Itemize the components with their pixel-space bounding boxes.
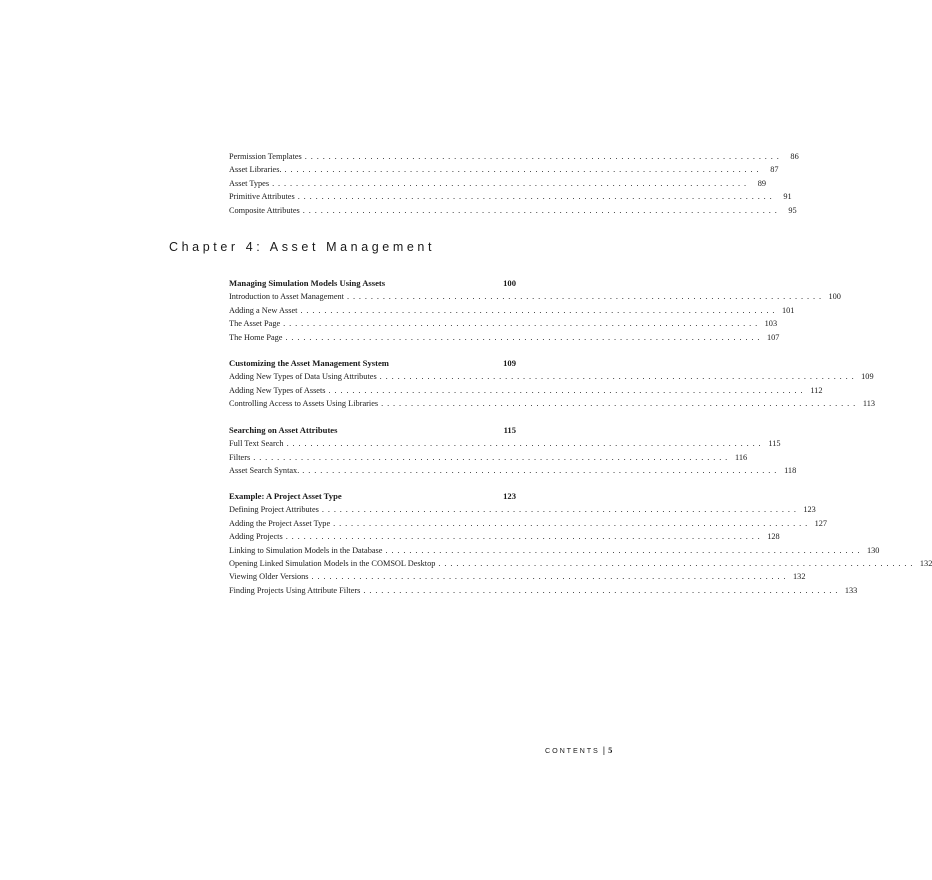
toc-entry[interactable] <box>229 437 781 450</box>
dot-leader: ................................................................................ <box>328 385 807 395</box>
section-heading-page: 109 <box>503 358 516 368</box>
toc-section <box>229 424 797 478</box>
toc-entry-title: The Home Page <box>229 332 283 342</box>
toc-entry-page: 133 <box>844 585 858 595</box>
toc-entry[interactable] <box>229 331 780 344</box>
dot-leader: ................................................................................ <box>297 192 776 202</box>
toc-entry-title: Primitive Attributes <box>229 192 295 202</box>
toc-section <box>229 357 876 411</box>
page-number: 5 <box>608 745 613 755</box>
toc-entry[interactable] <box>229 570 806 583</box>
dot-leader: ................................................................................ <box>253 452 732 462</box>
dot-leader: ................................................................................ <box>381 399 860 409</box>
toc-entry-page: 130 <box>866 545 880 555</box>
chapter-title: Chapter 4: Asset Management <box>169 240 436 254</box>
toc-entry[interactable] <box>229 150 799 163</box>
dot-leader: ................................................................................ <box>304 152 783 161</box>
toc-entry-title: Introduction to Asset Management <box>229 292 344 302</box>
toc-entry-page: 89 <box>757 178 766 188</box>
toc-entry-page: 112 <box>810 385 823 395</box>
toc-entry-title: The Asset Page <box>229 319 281 329</box>
toc-entry-page: 86 <box>790 152 799 161</box>
toc-entry-title: Composite Attributes <box>229 205 300 215</box>
toc-entry-page: 91 <box>783 192 792 202</box>
toc-entry-page: 87 <box>770 165 779 175</box>
dot-leader: ................................................................................ <box>302 205 781 215</box>
toc-entry-page: 103 <box>764 319 778 329</box>
toc-entry-title: Adding a New Asset <box>229 305 298 315</box>
dot-leader: ................................................................................ <box>321 505 800 515</box>
section-heading[interactable] <box>229 357 516 370</box>
toc-entry-title: Adding Projects <box>229 532 283 542</box>
toc-section <box>229 490 932 597</box>
toc-entry[interactable] <box>229 517 828 530</box>
section-heading-title: Customizing the Asset Management System <box>229 358 389 368</box>
toc-entry-title: Finding Projects Using Attribute Filters <box>229 585 361 595</box>
toc-entry-title: Opening Linked Simulation Models in the COMSOL Desktop <box>229 558 436 568</box>
section-heading-title: Managing Simulation Models Using Assets <box>229 278 386 288</box>
toc-entry-title: Defining Project Attributes <box>229 505 319 515</box>
toc-entry[interactable] <box>229 177 766 190</box>
dot-leader: ................................................................................ <box>300 305 779 315</box>
section-heading-page: 100 <box>503 278 516 288</box>
dot-leader: ................................................................................ <box>285 332 764 342</box>
dot-leader: ................................................................................ <box>302 466 781 476</box>
dot-leader: ................................................................................ <box>283 319 762 329</box>
section-heading[interactable] <box>229 424 516 437</box>
toc-entry[interactable] <box>229 544 880 557</box>
dot-leader: ................................................................................ <box>272 178 750 188</box>
toc-entry-title: Asset Search Syntax. <box>229 466 300 476</box>
section-heading-title: Example: A Project Asset Type <box>229 491 342 501</box>
footer-label: CONTENTS <box>545 745 600 755</box>
dot-leader: ................................................................................ <box>333 518 812 528</box>
toc-top-entries <box>229 150 799 217</box>
dot-leader: ................................................................................ <box>285 532 764 542</box>
section-heading-page: 123 <box>503 491 516 501</box>
toc-entry-page: 118 <box>784 466 797 476</box>
toc-entry-title: Asset Types <box>229 178 270 188</box>
dot-leader: ................................................................................ <box>311 572 790 582</box>
toc-entry-title: Asset Libraries. <box>229 165 282 175</box>
dot-leader: ................................................................................ <box>363 585 842 595</box>
toc-entry-title: Viewing Older Versions <box>229 572 309 582</box>
toc-entry-page: 113 <box>862 399 876 409</box>
toc-entry-title: Linking to Simulation Models in the Database <box>229 545 383 555</box>
dot-leader: ................................................................................ <box>385 545 864 555</box>
toc-entry[interactable] <box>229 290 841 303</box>
toc-entry[interactable] <box>229 557 932 570</box>
toc-entry[interactable] <box>229 451 748 464</box>
dot-leader: ................................................................................ <box>286 439 765 449</box>
toc-entry-page: 115 <box>768 439 781 449</box>
dot-leader: ................................................................................ <box>438 558 917 568</box>
toc-entry-title: Full Text Search <box>229 439 284 449</box>
toc-entry[interactable] <box>229 370 874 383</box>
toc-entry-page: 101 <box>781 305 795 315</box>
toc-entry[interactable] <box>229 464 797 477</box>
page-footer <box>545 745 612 755</box>
section-heading[interactable] <box>229 490 516 503</box>
toc-entry[interactable] <box>229 584 858 597</box>
toc-entry-page: 109 <box>861 372 874 382</box>
toc-entry-page: 132 <box>919 558 932 568</box>
toc-entry[interactable] <box>229 397 876 410</box>
toc-entry[interactable] <box>229 304 795 317</box>
toc-entry-page: 127 <box>814 518 828 528</box>
toc-entry-page: 128 <box>767 532 780 542</box>
toc-entry-title: Filters <box>229 452 251 462</box>
toc-entry-page: 107 <box>766 332 780 342</box>
toc-entry-title: Adding New Types of Assets <box>229 385 326 395</box>
toc-section <box>229 277 841 344</box>
toc-entry-page: 95 <box>788 205 797 215</box>
toc-entry-title: Controlling Access to Assets Using Libraries <box>229 399 379 409</box>
toc-entry[interactable] <box>229 503 816 516</box>
toc-entry-title: Adding New Types of Data Using Attributes <box>229 372 377 382</box>
toc-entry[interactable] <box>229 163 779 176</box>
dot-leader: ................................................................................ <box>346 292 825 302</box>
section-heading-title: Searching on Asset Attributes <box>229 425 338 435</box>
toc-entry-page: 100 <box>828 292 841 302</box>
toc-entry-page: 132 <box>793 572 806 582</box>
dot-leader: ................................................................................ <box>379 372 858 382</box>
toc-entry-title: Adding the Project Asset Type <box>229 518 331 528</box>
toc-entry[interactable] <box>229 317 778 330</box>
toc-entry-page: 116 <box>735 452 748 462</box>
toc-entry[interactable] <box>229 204 797 217</box>
section-heading[interactable] <box>229 277 516 290</box>
section-heading-page: 115 <box>503 425 516 435</box>
toc-entry[interactable] <box>229 384 823 397</box>
toc-entry-title: Permission Templates <box>229 152 302 161</box>
dot-leader: ................................................................................ <box>284 165 763 175</box>
toc-entry-page: 123 <box>803 505 816 515</box>
footer-separator: | <box>602 745 606 755</box>
toc-entry[interactable] <box>229 190 792 203</box>
toc-entry[interactable] <box>229 530 780 543</box>
